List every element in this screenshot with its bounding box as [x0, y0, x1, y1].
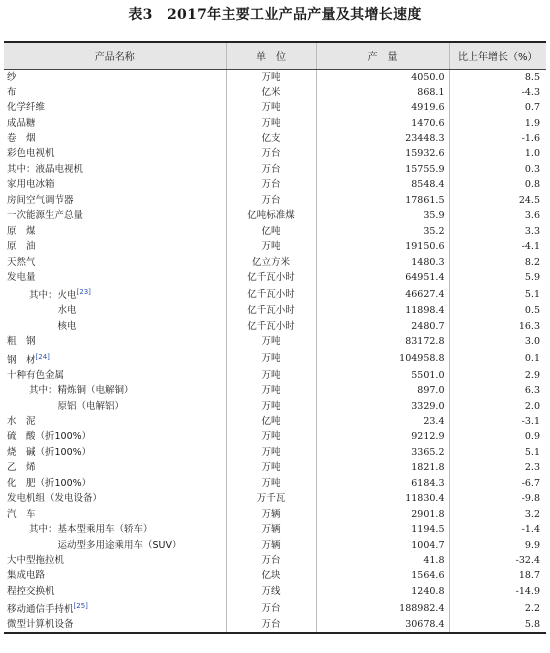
growth-cell: 5.9 — [449, 270, 546, 285]
product-name: 大中型拖拉机 — [7, 554, 65, 566]
unit-cell: 万吨 — [226, 445, 316, 460]
unit-cell: 万台 — [226, 162, 316, 177]
growth-cell: 3.2 — [449, 506, 546, 521]
unit-cell: 万吨 — [226, 334, 316, 349]
production-table — [4, 41, 546, 634]
unit-cell: 万台 — [226, 193, 316, 208]
table-row — [4, 350, 546, 368]
indent-prefix: 其中： — [29, 524, 58, 536]
product-name-cell — [4, 476, 226, 491]
product-name-cell — [4, 319, 226, 334]
growth-cell: 2.2 — [449, 599, 546, 617]
table-row — [4, 506, 546, 521]
header-growth: 比上年增长（%） — [449, 42, 546, 69]
table-row — [4, 131, 546, 146]
growth-cell: -14.9 — [449, 584, 546, 599]
output-cell: 104958.8 — [316, 350, 449, 368]
unit-cell: 万台 — [226, 553, 316, 568]
unit-cell: 万吨 — [226, 100, 316, 115]
table-title: 表3 2017年主要工业产品产量及其增长速度 — [128, 7, 422, 23]
unit-cell: 亿米 — [226, 85, 316, 100]
output-cell: 1564.6 — [316, 568, 449, 583]
growth-cell: -6.7 — [449, 476, 546, 491]
unit-cell: 万吨 — [226, 350, 316, 368]
indent-prefix — [7, 538, 58, 553]
product-name: 微型计算机设备 — [7, 619, 74, 631]
table-row — [4, 414, 546, 429]
growth-cell: 5.1 — [449, 285, 546, 303]
table-row — [4, 599, 546, 617]
product-name-cell — [4, 285, 226, 303]
product-name: 发电量 — [7, 271, 36, 283]
growth-cell: 0.8 — [449, 177, 546, 192]
growth-cell: 6.3 — [449, 383, 546, 398]
product-name: 运动型多用途乘用车（SUV） — [57, 539, 182, 551]
product-name-cell — [4, 537, 226, 552]
table-row — [4, 383, 546, 398]
growth-cell: -1.4 — [449, 522, 546, 537]
table-row — [4, 100, 546, 115]
product-name-cell — [4, 303, 226, 318]
output-cell: 15755.9 — [316, 162, 449, 177]
output-cell: 188982.4 — [316, 599, 449, 617]
output-cell: 15932.6 — [316, 146, 449, 161]
unit-cell: 万吨 — [226, 460, 316, 475]
output-cell: 1470.6 — [316, 115, 449, 130]
indent-prefix — [7, 319, 58, 334]
growth-cell: 1.0 — [449, 146, 546, 161]
product-name: 基本型乘用车（轿车） — [57, 524, 153, 536]
output-cell: 1240.8 — [316, 584, 449, 599]
growth-cell: 24.5 — [449, 193, 546, 208]
output-cell: 46627.4 — [316, 285, 449, 303]
table-row — [4, 476, 546, 491]
product-name-cell — [4, 223, 226, 238]
table-body — [4, 69, 546, 633]
output-cell: 35.2 — [316, 223, 449, 238]
indent-prefix: 其中： — [29, 290, 58, 302]
output-cell: 1480.3 — [316, 254, 449, 269]
product-name: 发电机组（发电设备） — [7, 493, 103, 505]
product-name-cell — [4, 131, 226, 146]
table-row — [4, 69, 546, 85]
product-name: 程控交换机 — [7, 585, 55, 597]
table-row — [4, 85, 546, 100]
output-cell: 11830.4 — [316, 491, 449, 506]
unit-cell: 万吨 — [226, 383, 316, 398]
product-name-cell — [4, 177, 226, 192]
product-name-cell — [4, 69, 226, 85]
unit-cell: 亿吨 — [226, 414, 316, 429]
table-row — [4, 568, 546, 583]
output-cell: 23.4 — [316, 414, 449, 429]
product-name: 硫 酸（折100%） — [7, 431, 92, 443]
growth-cell: -3.1 — [449, 414, 546, 429]
header-product-name: 产品名称 — [4, 42, 226, 69]
table-row — [4, 584, 546, 599]
output-cell: 23448.3 — [316, 131, 449, 146]
product-name: 天然气 — [7, 256, 36, 268]
output-cell: 30678.4 — [316, 617, 449, 633]
table-row — [4, 270, 546, 285]
product-name: 移动通信手持机 — [7, 604, 74, 616]
unit-cell: 亿立方米 — [226, 254, 316, 269]
product-name-cell — [4, 270, 226, 285]
unit-cell: 亿块 — [226, 568, 316, 583]
product-name-cell — [4, 368, 226, 383]
product-name-cell — [4, 100, 226, 115]
product-name-cell — [4, 254, 226, 269]
output-cell: 6184.3 — [316, 476, 449, 491]
growth-cell: 5.8 — [449, 617, 546, 633]
footnote-link[interactable]: [24] — [35, 352, 50, 361]
product-name-cell — [4, 445, 226, 460]
growth-cell: 2.0 — [449, 398, 546, 413]
product-name-cell — [4, 85, 226, 100]
product-name: 火电 — [57, 290, 77, 302]
output-cell: 897.0 — [316, 383, 449, 398]
product-name: 布 — [7, 86, 17, 98]
table-row — [4, 239, 546, 254]
product-name-cell — [4, 506, 226, 521]
product-name-cell — [4, 414, 226, 429]
unit-cell: 万台 — [226, 599, 316, 617]
product-name: 钢 材 — [7, 354, 36, 366]
product-name-cell — [4, 460, 226, 475]
product-name-cell — [4, 239, 226, 254]
product-name: 十种有色金属 — [7, 369, 65, 381]
output-cell: 1821.8 — [316, 460, 449, 475]
table-row — [4, 177, 546, 192]
product-name-cell — [4, 553, 226, 568]
unit-cell: 亿支 — [226, 131, 316, 146]
unit-cell: 万吨 — [226, 239, 316, 254]
product-name: 化学纤维 — [7, 102, 46, 114]
output-cell: 35.9 — [316, 208, 449, 223]
product-name-cell — [4, 599, 226, 617]
table-row — [4, 285, 546, 303]
table-row — [4, 208, 546, 223]
output-cell: 17861.5 — [316, 193, 449, 208]
output-cell: 19150.6 — [316, 239, 449, 254]
product-name: 精炼铜（电解铜） — [57, 385, 134, 397]
table-row — [4, 553, 546, 568]
unit-cell: 亿千瓦小时 — [226, 285, 316, 303]
unit-cell: 万线 — [226, 584, 316, 599]
product-name: 化 肥（折100%） — [7, 477, 92, 489]
product-name: 纱 — [7, 71, 17, 83]
growth-cell: 16.3 — [449, 319, 546, 334]
product-name-cell — [4, 522, 226, 537]
table-row — [4, 334, 546, 349]
unit-cell: 万吨 — [226, 398, 316, 413]
unit-cell: 万台 — [226, 146, 316, 161]
table-row — [4, 460, 546, 475]
growth-cell: -32.4 — [449, 553, 546, 568]
output-cell: 8548.4 — [316, 177, 449, 192]
header-output: 产 量 — [316, 42, 449, 69]
table-row — [4, 303, 546, 318]
table-row — [4, 429, 546, 444]
product-name-cell — [4, 162, 226, 177]
growth-cell: -4.3 — [449, 85, 546, 100]
table-row — [4, 162, 546, 177]
output-cell: 83172.8 — [316, 334, 449, 349]
header-unit: 单 位 — [226, 42, 316, 69]
growth-cell: 0.5 — [449, 303, 546, 318]
product-name: 一次能源生产总量 — [7, 210, 84, 222]
output-cell: 868.1 — [316, 85, 449, 100]
product-name: 卷 烟 — [7, 133, 36, 145]
growth-cell: 2.9 — [449, 368, 546, 383]
product-name: 汽 车 — [7, 508, 36, 520]
product-name: 原 油 — [7, 241, 36, 253]
output-cell: 1194.5 — [316, 522, 449, 537]
unit-cell: 万吨 — [226, 476, 316, 491]
table-row — [4, 193, 546, 208]
growth-cell: 3.3 — [449, 223, 546, 238]
growth-cell: 3.0 — [449, 334, 546, 349]
indent-prefix — [7, 303, 58, 318]
product-name-cell — [4, 350, 226, 368]
output-cell: 11898.4 — [316, 303, 449, 318]
unit-cell: 万台 — [226, 177, 316, 192]
growth-cell: 0.3 — [449, 162, 546, 177]
unit-cell: 亿千瓦小时 — [226, 270, 316, 285]
product-name: 家用电冰箱 — [7, 179, 55, 191]
output-cell: 5501.0 — [316, 368, 449, 383]
growth-cell: 8.2 — [449, 254, 546, 269]
growth-cell: 0.1 — [449, 350, 546, 368]
growth-cell: 18.7 — [449, 568, 546, 583]
output-cell: 3365.2 — [316, 445, 449, 460]
output-cell: 1004.7 — [316, 537, 449, 552]
table-row — [4, 368, 546, 383]
growth-cell: 8.5 — [449, 69, 546, 85]
footnote-link[interactable]: [23] — [76, 288, 91, 297]
product-name: 粗 钢 — [7, 336, 36, 348]
table-row — [4, 491, 546, 506]
growth-cell: 1.9 — [449, 115, 546, 130]
table-row — [4, 537, 546, 552]
unit-cell: 万辆 — [226, 522, 316, 537]
product-name: 核电 — [57, 320, 77, 332]
growth-cell: -1.6 — [449, 131, 546, 146]
indent-prefix: 其中： — [29, 385, 58, 397]
product-name-cell — [4, 617, 226, 633]
table-row — [4, 254, 546, 269]
output-cell: 64951.4 — [316, 270, 449, 285]
table-row — [4, 445, 546, 460]
growth-cell: 0.7 — [449, 100, 546, 115]
product-name-cell — [4, 334, 226, 349]
unit-cell: 万吨 — [226, 69, 316, 85]
unit-cell: 亿千瓦小时 — [226, 319, 316, 334]
table-row — [4, 398, 546, 413]
product-name: 乙 烯 — [7, 462, 36, 474]
product-name-cell — [4, 208, 226, 223]
output-cell: 3329.0 — [316, 398, 449, 413]
product-name: 彩色电视机 — [7, 148, 55, 160]
product-name: 水 泥 — [7, 416, 36, 428]
table-row — [4, 617, 546, 633]
product-name-cell — [4, 398, 226, 413]
header-row — [4, 42, 546, 69]
output-cell: 4050.0 — [316, 69, 449, 85]
indent-prefix — [7, 399, 58, 414]
output-cell: 2480.7 — [316, 319, 449, 334]
table-row — [4, 319, 546, 334]
output-cell: 4919.6 — [316, 100, 449, 115]
table-row — [4, 223, 546, 238]
unit-cell: 万吨 — [226, 429, 316, 444]
product-name-cell — [4, 491, 226, 506]
unit-cell: 万辆 — [226, 506, 316, 521]
product-name: 房间空气调节器 — [7, 194, 74, 206]
unit-cell: 万千瓦 — [226, 491, 316, 506]
unit-cell: 亿千瓦小时 — [226, 303, 316, 318]
growth-cell: 9.9 — [449, 537, 546, 552]
table-row — [4, 146, 546, 161]
product-name: 原铝（电解铝） — [57, 400, 125, 412]
product-name: 水电 — [57, 305, 77, 317]
product-name-cell — [4, 193, 226, 208]
growth-cell: 2.3 — [449, 460, 546, 475]
product-name-cell — [4, 115, 226, 130]
unit-cell: 万台 — [226, 617, 316, 633]
unit-cell: 万辆 — [226, 537, 316, 552]
output-cell: 41.8 — [316, 553, 449, 568]
output-cell: 9212.9 — [316, 429, 449, 444]
growth-cell: 5.1 — [449, 445, 546, 460]
product-name-cell — [4, 146, 226, 161]
unit-cell: 万吨 — [226, 368, 316, 383]
table-row — [4, 522, 546, 537]
product-name: 原 煤 — [7, 225, 36, 237]
product-name: 集成电路 — [7, 570, 46, 582]
footnote-link[interactable]: [25] — [73, 602, 88, 611]
growth-cell: -9.8 — [449, 491, 546, 506]
product-name: 烧 碱（折100%） — [7, 446, 92, 458]
product-name: 成品糖 — [7, 117, 36, 129]
growth-cell: 0.9 — [449, 429, 546, 444]
unit-cell: 亿吨标准煤 — [226, 208, 316, 223]
output-cell: 2901.8 — [316, 506, 449, 521]
unit-cell: 亿吨 — [226, 223, 316, 238]
unit-cell: 万吨 — [226, 115, 316, 130]
product-name-cell — [4, 568, 226, 583]
growth-cell: 3.6 — [449, 208, 546, 223]
product-name-cell — [4, 429, 226, 444]
growth-cell: -4.1 — [449, 239, 546, 254]
product-name-cell — [4, 584, 226, 599]
product-name-cell — [4, 383, 226, 398]
table-row — [4, 115, 546, 130]
product-name: 其中：液晶电视机 — [7, 163, 84, 175]
